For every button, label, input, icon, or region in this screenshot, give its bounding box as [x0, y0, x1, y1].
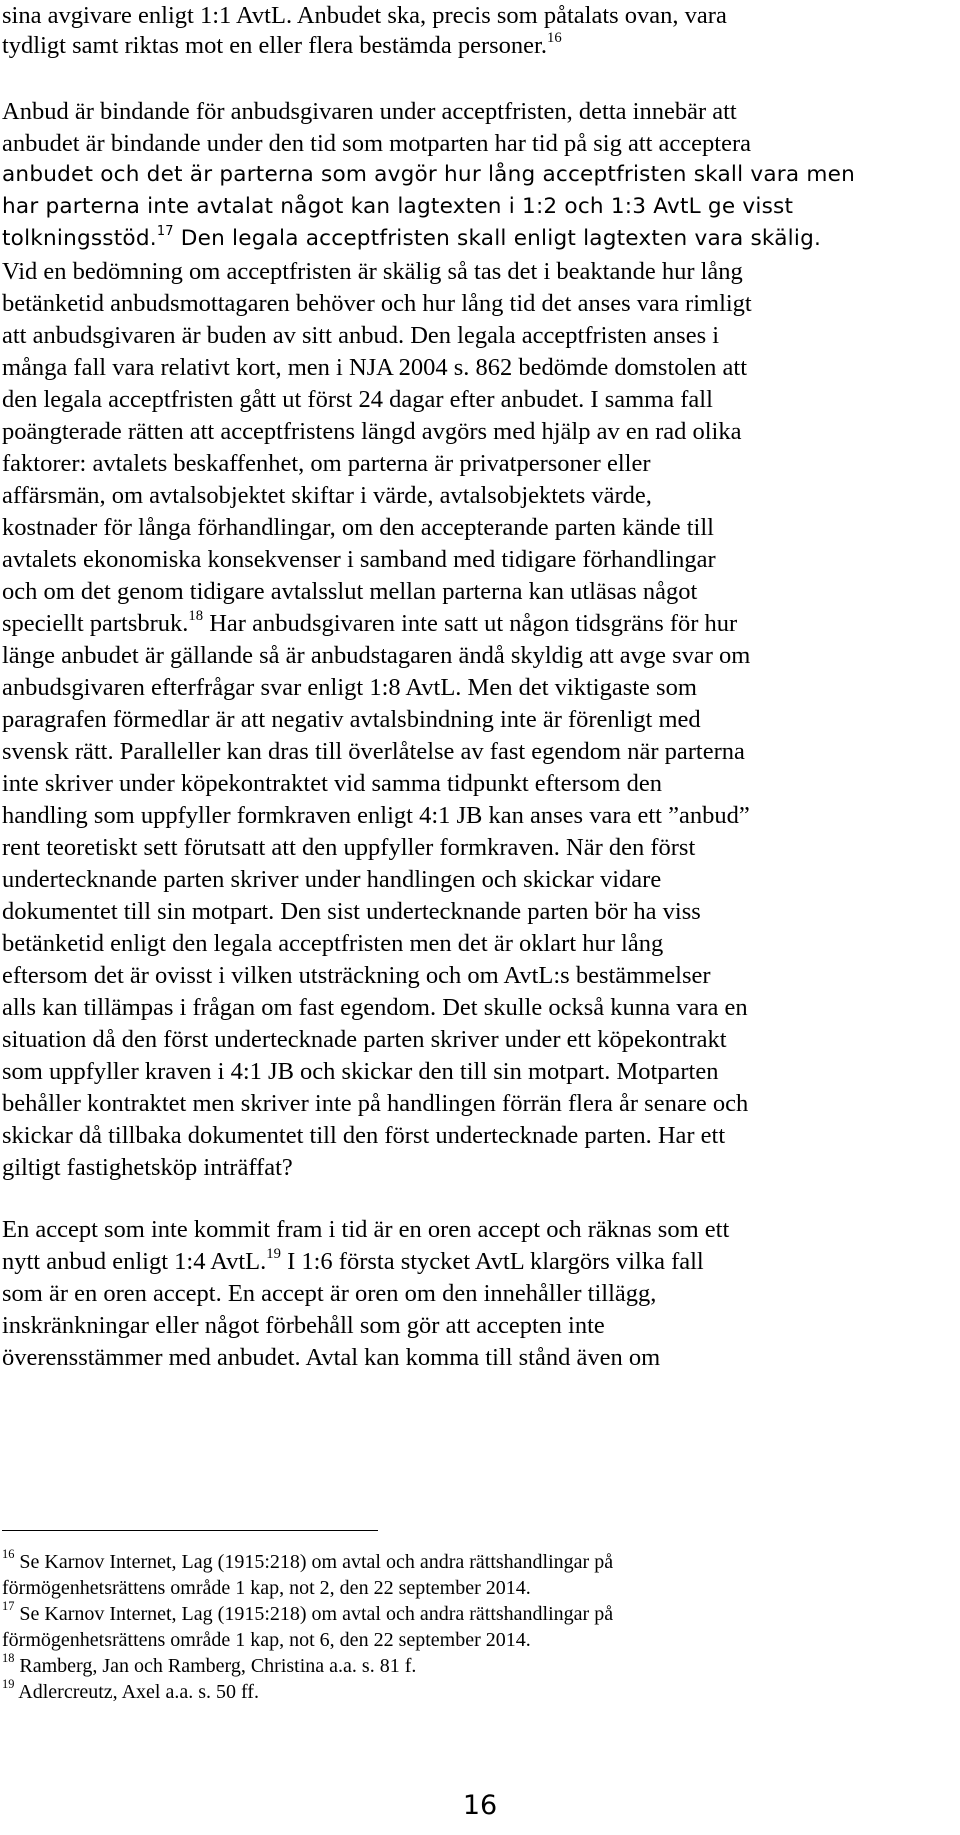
footnote-number: 19 [2, 1677, 15, 1692]
footnote: $^{16}$ Se Karnov Internet, Lag (1915:218) om avtal och andra rättshandlingar på [2, 1547, 614, 1573]
footnote-separator [2, 1530, 378, 1531]
page-number: 16 [462, 1790, 498, 1821]
text-line: eftersom det är ovisst i vilken utsträckning och om AvtL:s bestämmelser [2, 962, 711, 989]
text-line: paragrafen förmedlar är att negativ avtalsbindning inte är förenligt med [2, 706, 701, 733]
text-line: att anbudsgivaren är buden av sitt anbud. Den legala acceptfristen anses i [2, 322, 720, 349]
footnote-number: 17 [2, 1599, 15, 1614]
text-line: svensk rätt. Paralleller kan dras till överlåtelse av fast egendom när parterna [2, 738, 745, 765]
text-line: anbudsgivaren efterfrågar svar enligt 1:8 AvtL. Men det viktigaste som [2, 674, 697, 701]
footnote-number: 16 [2, 1547, 15, 1562]
text-line: betänketid anbudsmottagaren behöver och hur lång tid det anses vara rimligt [2, 290, 752, 317]
text-line: dokumentet till sin motpart. Den sist undertecknande parten bör ha viss [2, 898, 701, 925]
text-line: betänketid enligt den legala acceptfristen men det är oklart hur lång [2, 930, 664, 957]
footnote-reference[interactable]: 17 [156, 223, 174, 239]
text-line: alls kan tillämpas i frågan om fast egendom. Det skulle också kunna vara en [2, 994, 748, 1021]
text-line: tolkningsstöd.$^{17}$ Den legala acceptfristen skall enligt lagtexten vara skälig. [2, 223, 822, 251]
text-line: den legala acceptfristen gått ut först 24 dagar efter anbudet. I samma fall [2, 386, 713, 413]
text-line: inskränkningar eller något förbehåll som gör att accepten inte [2, 1312, 605, 1339]
text-line: har parterna inte avtalat något kan lagtexten i 1:2 och 1:3 AvtL ge visst [2, 194, 794, 219]
text-line: Vid en bedömning om acceptfristen är skälig så tas det i beaktande hur lång [2, 258, 743, 285]
footnote: $^{17}$ Se Karnov Internet, Lag (1915:218) om avtal och andra rättshandlingar på [2, 1599, 614, 1625]
text-line: situation då den först undertecknade parten skriver under ett köpekontrakt [2, 1026, 727, 1053]
footnote-reference[interactable]: 18 [188, 607, 204, 624]
footnote-continuation: förmögenhetsrättens område 1 kap, not 6, den 22 september 2014. [2, 1629, 531, 1651]
footnote-continuation: förmögenhetsrättens område 1 kap, not 2, den 22 september 2014. [2, 1577, 531, 1599]
footnote-number: 18 [2, 1651, 15, 1666]
text-line: många fall vara relativt kort, men i NJA 2004 s. 862 bedömde domstolen att [2, 354, 748, 381]
footnote-reference[interactable]: 19 [266, 1245, 281, 1262]
footnote: $^{19}$ Adlercreutz, Axel a.a. s. 50 ff. [2, 1677, 259, 1703]
text-line: En accept som inte kommit fram i tid är en oren accept och räknas som ett [2, 1216, 730, 1243]
text-line: sina avgivare enligt 1:1 AvtL. Anbudet ska, precis som påtalats ovan, vara [2, 2, 727, 29]
text-line: överensstämmer med anbudet. Avtal kan komma till stånd även om [2, 1344, 661, 1371]
text-line: rent teoretiskt sett förutsatt att den uppfyller formkraven. När den först [2, 834, 696, 861]
text-line: kostnader för långa förhandlingar, om den accepterande parten kände till [2, 514, 714, 541]
text-line: anbudet är bindande under den tid som motparten har tid på sig att acceptera [2, 130, 752, 157]
text-line: affärsmän, om avtalsobjektet skiftar i värde, avtalsobjektets värde, [2, 482, 652, 509]
text-line: poängterade rätten att acceptfristens längd avgörs med hjälp av en rad olika [2, 418, 742, 445]
text-line: handling som uppfyller formkraven enligt 4:1 JB kan anses vara ett ”anbud” [2, 802, 750, 829]
text-line: anbudet och det är parterna som avgör hur lång acceptfristen skall vara men [2, 162, 855, 187]
text-line: inte skriver under köpekontraktet vid samma tidpunkt eftersom den [2, 770, 662, 797]
footnote: $^{18}$ Ramberg, Jan och Ramberg, Christina a.a. s. 81 f. [2, 1651, 417, 1677]
text-line: skickar då tillbaka dokumentet till den först undertecknade parten. Har ett [2, 1122, 726, 1149]
text-line: som uppfyller kraven i 4:1 JB och skickar den till sin motpart. Motparten [2, 1058, 719, 1085]
text-line: behåller kontraktet men skriver inte på handlingen förrän flera år senare och [2, 1090, 749, 1117]
text-line: som är en oren accept. En accept är oren om den innehåller tillägg, [2, 1280, 657, 1307]
text-line: speciellt partsbruk.$^{18}$ Har anbudsgivaren inte satt ut någon tidsgräns för hur [2, 607, 738, 637]
footnote-reference[interactable]: 16 [546, 29, 562, 46]
text-line: och om det genom tidigare avtalsslut mellan parterna kan utläsas något [2, 578, 698, 605]
text-line: faktorer: avtalets beskaffenhet, om parterna är privatpersoner eller [2, 450, 651, 477]
text-line: länge anbudet är gällande så är anbudstagaren ändå skyldig att avge svar om [2, 642, 751, 669]
text-line: tydligt samt riktas mot en eller flera bestämda personer.$^{16}$ [2, 29, 562, 59]
text-line: giltigt fastighetsköp inträffat? [2, 1154, 293, 1181]
text-line: Anbud är bindande för anbudsgivaren under acceptfristen, detta innebär att [2, 98, 737, 125]
text-line: nytt anbud enligt 1:4 AvtL.$^{19}$ I 1:6 första stycket AvtL klargörs vilka fall [2, 1245, 704, 1275]
text-line: avtalets ekonomiska konsekvenser i samband med tidigare förhandlingar [2, 546, 716, 573]
text-line: undertecknande parten skriver under handlingen och skickar vidare [2, 866, 662, 893]
